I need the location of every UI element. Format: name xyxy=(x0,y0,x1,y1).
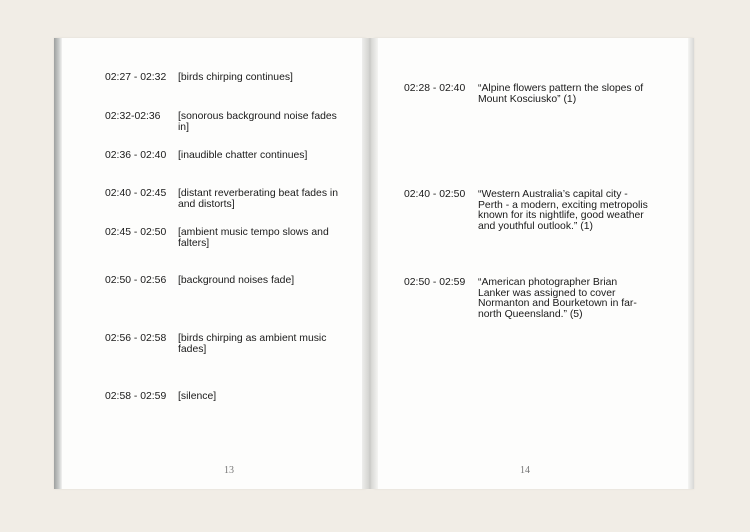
transcript-text: [silence] xyxy=(178,391,217,402)
transcript-text: [distant reverberating beat fades in and distorts] xyxy=(178,188,338,210)
timecode: 02:40 - 02:50 xyxy=(404,189,466,200)
timecode: 02:27 - 02:32 xyxy=(105,72,167,83)
transcript-text: [background noises fade] xyxy=(178,275,295,286)
right-page xyxy=(374,38,694,489)
left-page xyxy=(54,38,366,489)
page-number-left: 13 xyxy=(224,465,234,476)
timecode: 02:45 - 02:50 xyxy=(105,227,167,238)
transcript-text: [sonorous background noise fades in] xyxy=(178,111,337,133)
transcript-text: [ambient music tempo slows and falters] xyxy=(178,227,329,249)
timecode: 02:58 - 02:59 xyxy=(105,391,167,402)
timecode: 02:56 - 02:58 xyxy=(105,333,167,344)
transcript-text: [birds chirping as ambient music fades] xyxy=(178,333,327,355)
page-number-right: 14 xyxy=(520,465,530,476)
right-page-edge xyxy=(688,38,694,489)
book-gutter xyxy=(362,38,378,489)
caption-text: “Western Australia’s capital city - Perth - a modern, exciting metropolis known for its nightlife, good weather and youthful outlook.” (1) xyxy=(478,189,648,232)
transcript-text: [inaudible chatter continues] xyxy=(178,150,308,161)
caption-text: “Alpine flowers pattern the slopes of Mount Kosciusko” (1) xyxy=(478,83,644,105)
timecode: 02:28 - 02:40 xyxy=(404,83,466,94)
caption-text: “American photographer Brian Lanker was assigned to cover Normanton and Bourketown in far-north Queensland.” (5) xyxy=(478,277,637,320)
transcript-text: [birds chirping continues] xyxy=(178,72,293,83)
timecode: 02:32-02:36 xyxy=(105,111,161,122)
left-page-edge xyxy=(54,38,62,489)
timecode: 02:40 - 02:45 xyxy=(105,188,167,199)
timecode: 02:36 - 02:40 xyxy=(105,150,167,161)
timecode: 02:50 - 02:56 xyxy=(105,275,167,286)
timecode: 02:50 - 02:59 xyxy=(404,277,466,288)
